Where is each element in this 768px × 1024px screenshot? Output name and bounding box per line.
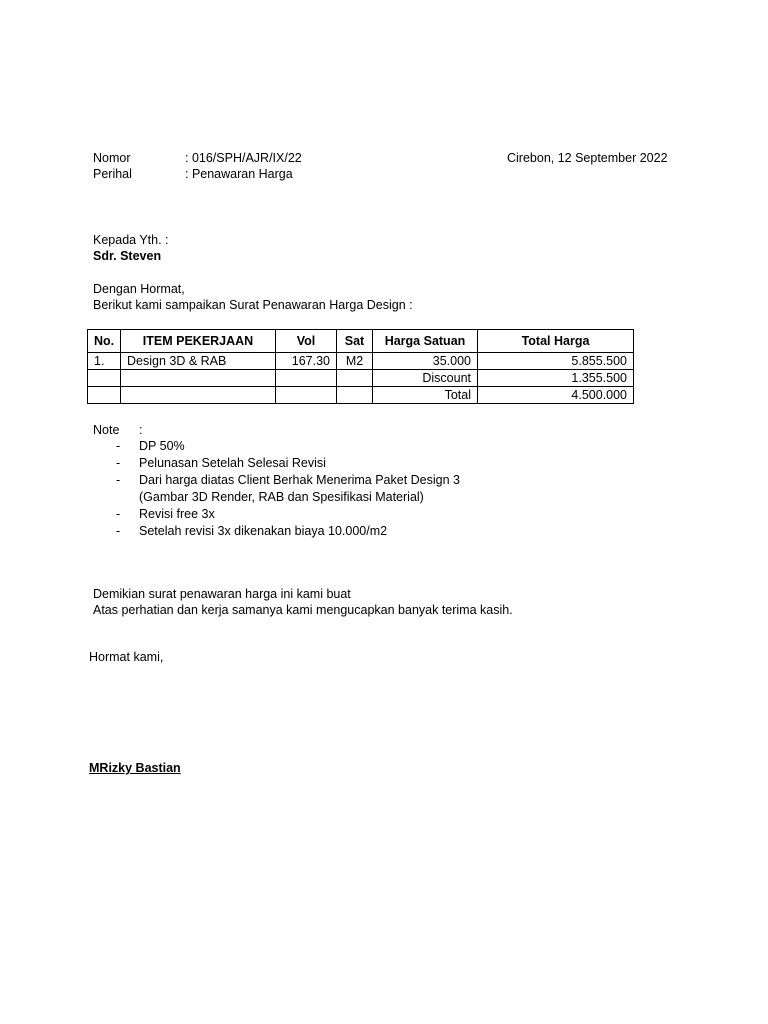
dash-bullet: - (116, 439, 121, 453)
list-item: - Dari harga diatas Client Berhak Menerima Paket Design 3 (116, 473, 460, 487)
greeting: Dengan Hormat, (93, 282, 185, 296)
list-item-continuation: (Gambar 3D Render, RAB dan Spesifikasi Material) (139, 490, 424, 504)
list-item: - Pelunasan Setelah Selesai Revisi (116, 456, 326, 470)
signatory-name: MRizky Bastian (89, 761, 181, 775)
nomor-value: : 016/SPH/AJR/IX/22 (185, 151, 302, 165)
cell-total: 5.855.500 (478, 353, 634, 370)
list-item: - Setelah revisi 3x dikenakan biaya 10.000/m2 (116, 524, 388, 538)
intro-text: Berikut kami sampaikan Surat Penawaran Harga Design : (93, 298, 413, 312)
col-header-vol: Vol (276, 330, 337, 353)
recipient-name: Sdr. Steven (93, 249, 162, 263)
cell-sat: M2 (337, 353, 373, 370)
nomor-label: Nomor (93, 151, 131, 165)
perihal-label: Perihal (93, 167, 132, 181)
place-date: Cirebon, 12 September 2022 (507, 151, 668, 165)
note-list (93, 438, 460, 540)
table-row (88, 353, 634, 370)
perihal-value: : Penawaran Harga (185, 167, 293, 181)
closing-line-2: Atas perhatian dan kerja samanya kami mengucapkan banyak terima kasih. (93, 603, 513, 617)
cell-unit-price: 35.000 (373, 353, 478, 370)
total-label: Total (373, 387, 478, 404)
cell-vol: 167.30 (276, 353, 337, 370)
col-header-item: ITEM PEKERJAAN (121, 330, 276, 353)
cell-item: Design 3D & RAB (121, 353, 276, 370)
discount-value: 1.355.500 (478, 370, 634, 387)
dash-bullet: - (116, 456, 121, 470)
discount-label: Discount (373, 370, 478, 387)
col-header-sat: Sat (337, 330, 373, 353)
total-row (88, 387, 634, 404)
discount-row (88, 370, 634, 387)
note-colon: : (139, 423, 143, 437)
total-value: 4.500.000 (478, 387, 634, 404)
note-label: Note (93, 423, 120, 437)
col-header-unit-price: Harga Satuan (373, 330, 478, 353)
price-table (87, 329, 634, 404)
closing-line-1: Demikian surat penawaran harga ini kami buat (93, 587, 351, 601)
list-item: - Revisi free 3x (116, 507, 215, 521)
cell-no: 1. (88, 353, 121, 370)
list-item: - DP 50% (116, 439, 185, 453)
recipient-label: Kepada Yth. : (93, 233, 169, 247)
table-header-row (88, 330, 634, 353)
dash-bullet: - (116, 524, 121, 538)
col-header-total: Total Harga (478, 330, 634, 353)
col-header-no: No. (88, 330, 121, 353)
dash-bullet: - (116, 507, 121, 521)
regards: Hormat kami, (89, 650, 164, 664)
dash-bullet: - (116, 473, 121, 487)
